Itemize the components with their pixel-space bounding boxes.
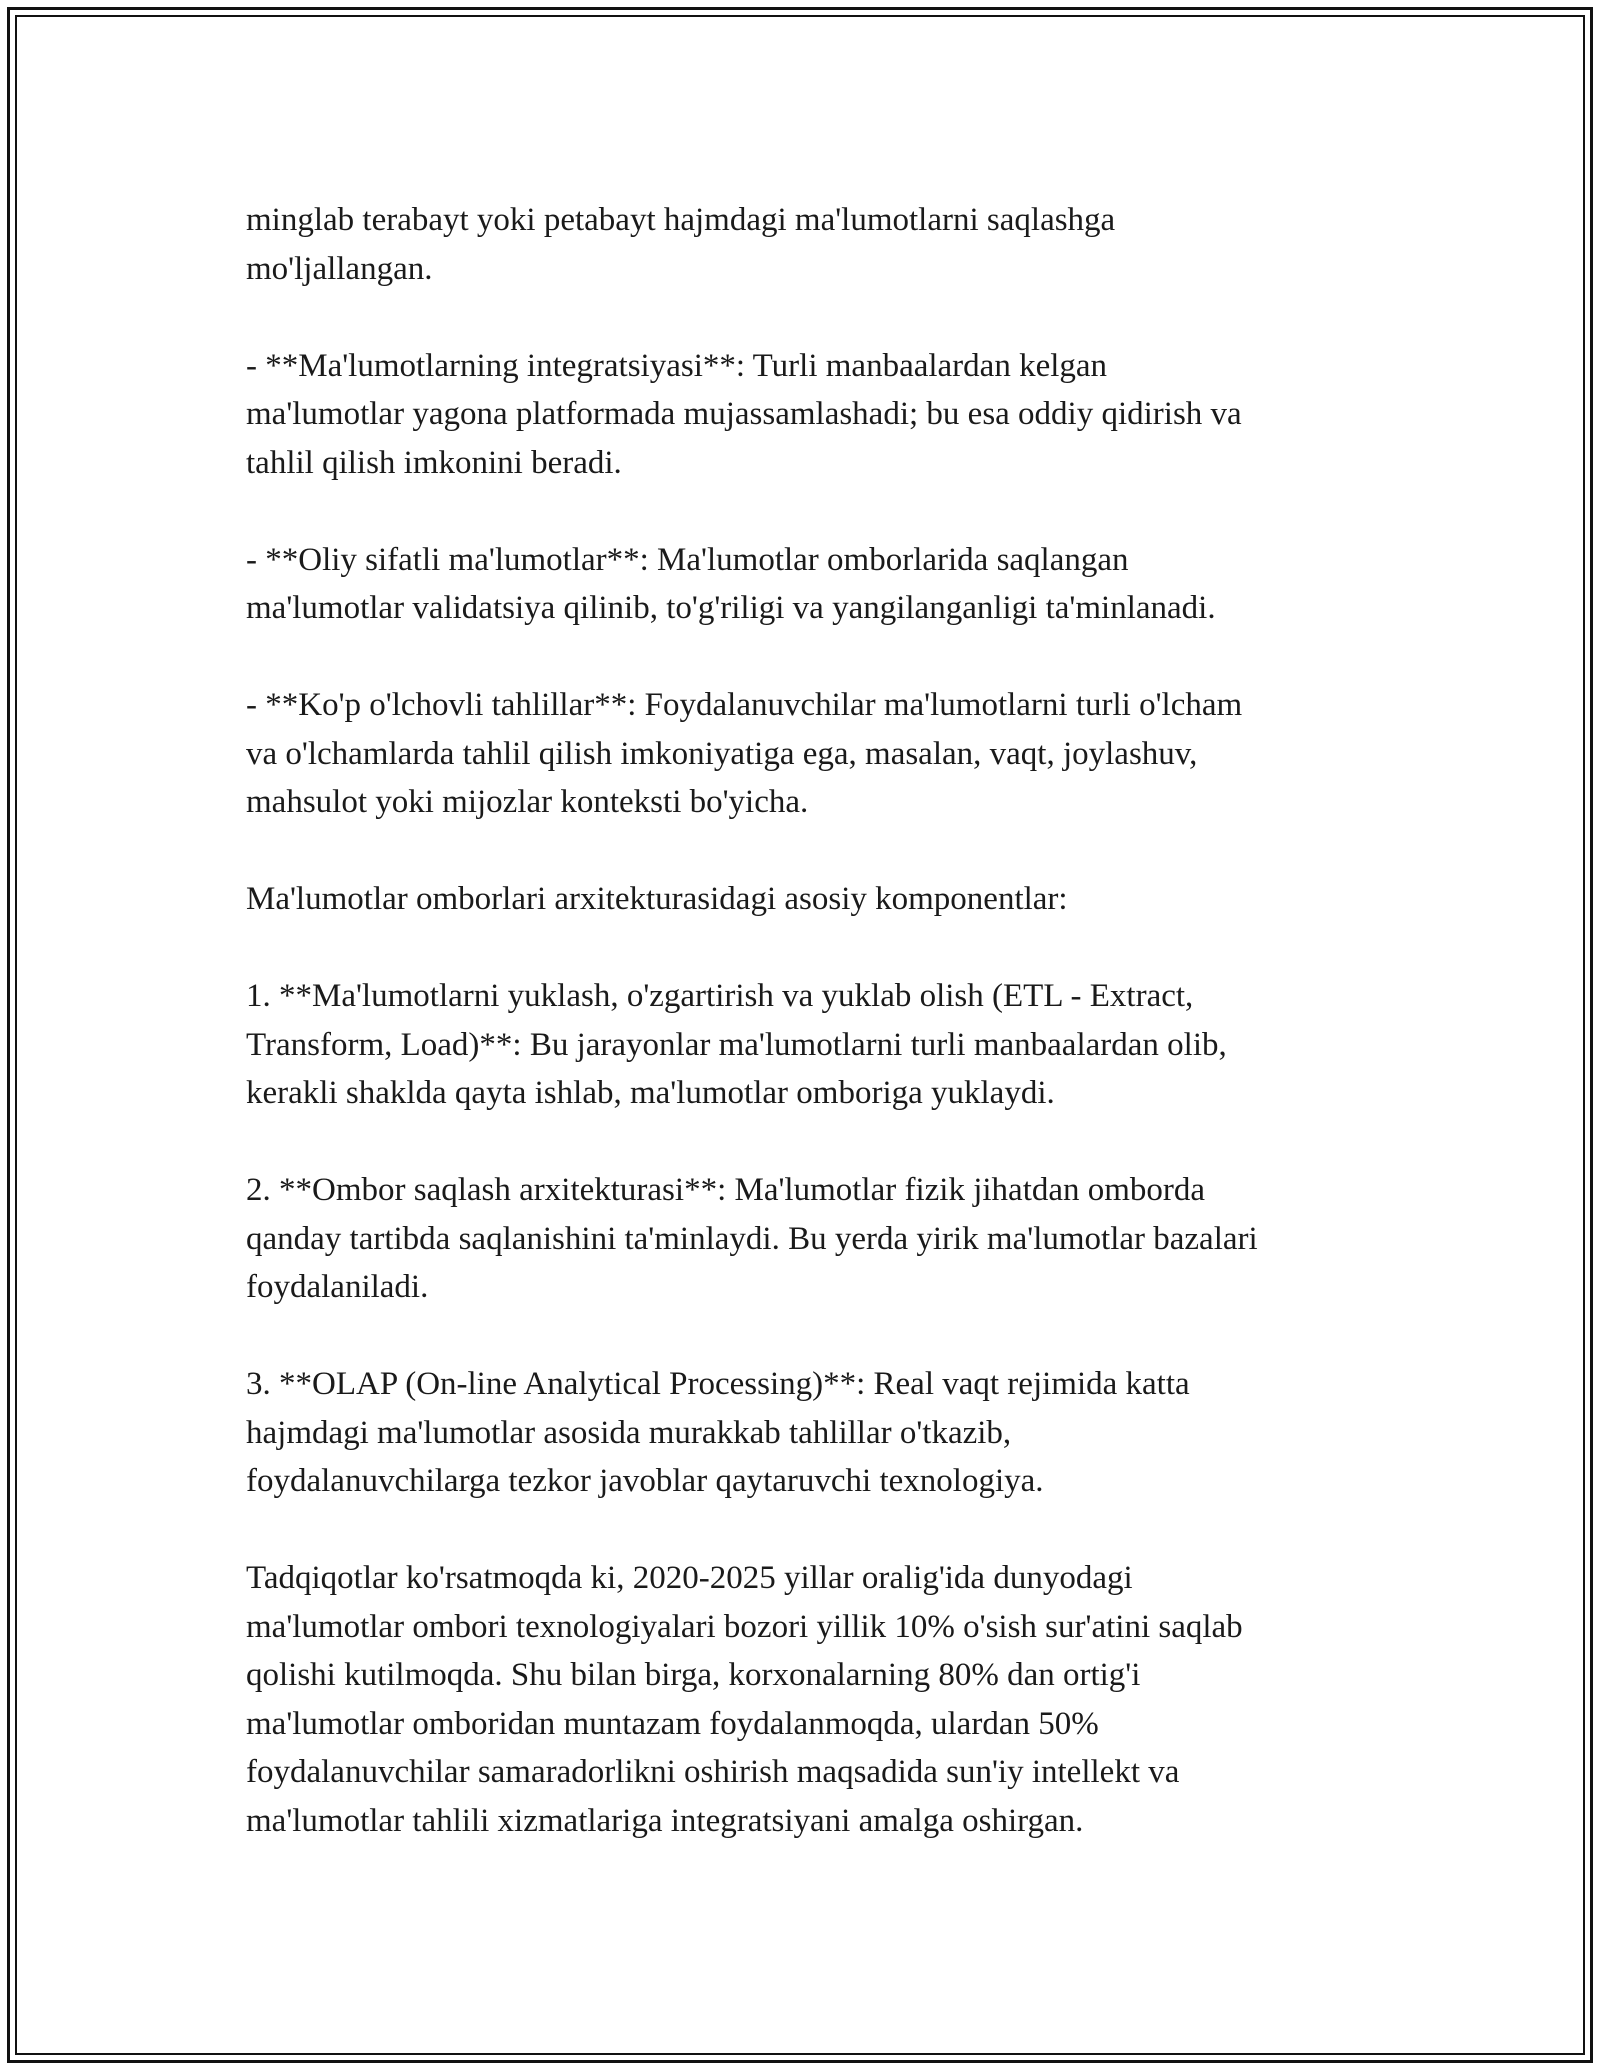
paragraph-item-storage: 2. **Ombor saqlash arxitekturasi**: Ma'lumotlar fizik jihatdan omborda qanday tartibda saqlanishini ta'minlaydi. Bu yerda yirik ma'lumotlar bazalari foydalaniladi. xyxy=(246,1172,1258,1305)
paragraph-bullet-multidimensional: - **Ko'p o'lchovli tahlillar**: Foydalanuvchilar ma'lumotlarni turli o'lcham va o'lchamlarda tahlil qilish imkoniyatiga ega, masalan, vaqt, joylashuv, mahsulot yoki mijozlar konteksti bo'yicha. xyxy=(246,687,1243,820)
paragraph-bullet-integration: - **Ma'lumotlarning integratsiyasi**: Turli manbaalardan kelgan ma'lumotlar yagona platformada mujassamlashadi; bu esa oddiy qidirish va tahlil qilish imkonini beradi. xyxy=(246,347,1242,481)
paragraph-item-etl: 1. **Ma'lumotlarni yuklash, o'zgartirish va yuklab olish (ETL - Extract, Transform, Load)**: Bu jarayonlar ma'lumotlarni turli manbaalardan olib, kerakli shaklda qayta ishlab, ma'lumotlar omboriga yuklaydi. xyxy=(246,978,1227,1111)
paragraph-bullet-quality: - **Oliy sifatli ma'lumotlar**: Ma'lumotlar omborlarida saqlangan ma'lumotlar validatsiya qilinib, to'g'riligi va yangilanganligi ta'minlanadi. xyxy=(246,541,1216,626)
paragraph-research-summary: Tadqiqotlar ko'rsatmoqda ki, 2020-2025 yillar oralig'ida dunyodagi ma'lumotlar ombori texnologiyalari bozori yillik 10% o'sish sur'atini saqlab qolishi kutilmoqda. Shu bilan birga, korxonalarning 80% dan ortig'i ma'lumotlar omboridan muntazam foydalanmoqda, ulardan 50% foydalanuvchilar samaradorlikni oshirish maqsadida sun'iy intellekt va ma'lumotlar tahlili xizmatlariga integratsiyani amalga oshirgan. xyxy=(246,1560,1243,1839)
paragraph-intro-continuation: minglab terabayt yoki petabayt hajmdagi ma'lumotlarni saqlashga mo'ljallangan. xyxy=(246,202,1116,287)
paragraph-components-heading: Ma'lumotlar omborlari arxitekturasidagi asosiy komponentlar: xyxy=(246,881,1068,917)
document-body xyxy=(246,196,1376,1845)
paragraph-item-olap: 3. **OLAP (On-line Analytical Processing)**: Real vaqt rejimida katta hajmdagi ma'lumotlar asosida murakkab tahlillar o'tkazib, foydalanuvchilarga tezkor javoblar qaytaruvchi texnologiya. xyxy=(246,1366,1190,1499)
page-border xyxy=(7,7,1593,2063)
